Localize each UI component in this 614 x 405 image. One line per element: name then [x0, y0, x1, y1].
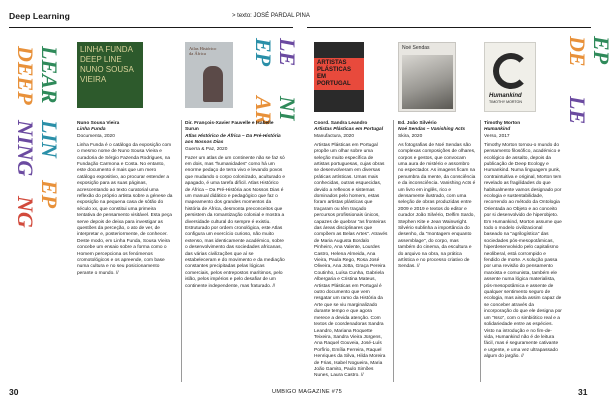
book-publisher: Documenta, 2020: [77, 133, 115, 139]
book-cover-artistas-plasticas: [314, 42, 364, 112]
book-title: Linha Funda: [77, 127, 106, 133]
cover-swirl: [493, 53, 529, 89]
deco-letters-left-6: EP: [37, 180, 62, 209]
cover-text-line3: EM: [317, 74, 326, 80]
cover-text-line2: da África: [189, 51, 206, 56]
book-title: Noé Sendas – Vanishing Acts: [398, 127, 466, 133]
review-body: Artistas Plásticas em Portugal propõe um olhar sobre uma seleção muito específica de artistas portuguesas, cujas obras se desenvolveram em diversas práticas artísticas. Umas mais conhecidas, outras esquecidas, devido a reflexos e sistemas dominados pelo homem, estas foram artistas plásticas que traçaram ou têm traçado percursos profissionais únicos, capazes de quebrar "as fronteiras das áreas disciplinares que compõem as Belas Artes". Através de Maria Augusta Bordalo Pinheiro, Ana Valente, Lourdes Castro, Helena Almeida, Ana Vieira, Paula Rego, Rosa José Oliveira, Ana Jotta, Graça Pereira Coutinho, Luísa Cunha, Gabriela Albergaria e Cristina Mateus, Artistas Plásticas em Portugal é outro documento que vem resgatar um ramo da História da Arte que se viu marginalizado durante tempo e que agora merece a devida atenção. Com textos de coordenadoras Sandra Leandro, Mariana Roquette Teixeira, Sandra Vieira Jürgens, Ana Raquel Gouveia, José-Luís Porfírio, Emília Ferreira, Raquel Henriques da Silva, Hilda Moreira de Frias, Isabel Nogueira, Maria João Gamito, Paulo Simões Nunes, Laura Castro. //: [314, 142, 388, 379]
review-body: As fotografias de Noé Sendas são complexas composições de olhares, corpos e gestos, que convocam uma aura de mistério e assombro no espectador. As imagens ficam na penumbra da mente, da consciência e da inconsciência. Vanishing Acts é um livro em inglês, rico e densamente ilustrado, com uma seleção de obras produzidas entre 2009 e 2019 e textos do editor e curador João Silvério, Delfim Sardo, Stephen Kite e Jean Wainwright. Silvério sublinha a importância do desenho, da "montagem enquanto assemblage", do corpo, mas também do cinema, da escultura e do arquivo na obra, na prática artística e no processo criativo de Sendas. //: [398, 142, 476, 270]
section-title: Deep Learning: [9, 11, 70, 21]
cover-text-line3: NUNO SOUSA: [80, 65, 134, 74]
book-title: Atlas Histórico de África – Da Pré-História aos Nossos Dias: [185, 133, 281, 146]
cover-text-line2: TIMOTHY MORTON: [489, 100, 522, 104]
book-author: Timothy Morton: [484, 121, 521, 126]
column-rule: [181, 120, 182, 382]
header-rule-right: [307, 27, 591, 28]
book-title: Artistas Plásticas em Portugal: [314, 127, 384, 133]
book-title: Humankind: [484, 127, 511, 133]
deco-letters-seam-3: AR: [251, 96, 276, 126]
cover-text-line1: Atlas Histórico: [189, 46, 217, 51]
deco-letters-left-1: DEEP: [13, 46, 38, 105]
book-author: Coord. Sandra Leandro: [314, 121, 368, 126]
review-column-humankind: [484, 121, 562, 361]
page-number-left: 30: [9, 387, 19, 397]
book-author: Dir. François-Xavier Fauvelle e Isabelle Surun: [185, 121, 274, 133]
cover-text-line4: VIEIRA: [80, 75, 107, 84]
cover-text-line2: DEEP LINE: [80, 55, 122, 64]
deco-letters-right-2: EP: [589, 36, 614, 65]
magazine-name: UMBIGO MAGAZINE #75: [272, 389, 343, 395]
review-body: Timothy Morton tornou-o mundo do pensamento filosófico, académico e ecológico de assalto, depois da publicação de Deep Ecology e Humankind. Numa linguagem punk, contraintuitiva e original, Morton tem revelado as fragilidades do que habitualmente vamos designado por ecologia e sustentabilidade, recorrendo ao método da Ontologia Orientada ao Objeto e ao conceito por si desenvolvido de hiperobjeto. Em Humankind, Morton assume que todo o modelo civilizacional baseado na "agrilogística" das sociedades pós-mesopotâmicas, hiperdesenvolvido pelo capitalismo neoliberal, está corrompido e fendido de morte. A solução passa por uma revisão do pensamento marxista e comunista, também ele assente numa lógica materialista, pós-mesopotâmica e assente de qualquer sentimento seguro de ecologia, mas ainda assim capaz de se conceber através da incorporação do que ele designa por um "Isso", com o simbiótico real e a solidariedade entre as espécies. Visto na introdução e no fim-de-vida, Humankind não é de leitura fácil, mas é seguramente cativante e urgente, e uma vez ultrapassado algum do jargão. //: [484, 142, 562, 360]
review-column-artistas-plasticas: [314, 121, 388, 380]
book-cover-linha-funda: [77, 42, 143, 108]
cover-text-line1: ARTISTAS: [317, 60, 347, 66]
book-publisher: Skira, 2020: [398, 133, 423, 139]
deco-letters-seam-1: EP: [251, 38, 276, 67]
cover-text-line1: Humankind: [489, 93, 522, 99]
author-credit: > texto: JOSÉ PARDAL PINA: [232, 13, 310, 19]
cover-text-line1: Noé Sendas: [402, 45, 430, 51]
cover-photo: [402, 55, 453, 109]
deco-letters-left-4: LIN: [37, 120, 62, 158]
book-publisher: Manufactura, 2020: [314, 133, 355, 139]
book-author: Ed. João Silvério: [398, 121, 437, 126]
cover-text-line2: PLÁSTICAS: [317, 67, 352, 73]
deco-letters-right-3: LE: [565, 96, 590, 125]
deco-letters-left-3: NING: [13, 120, 38, 177]
review-column-noe-sendas: [398, 121, 476, 271]
review-column-linha-funda: [77, 121, 175, 277]
cover-text-line1: LINHA FUNDA: [80, 45, 133, 54]
book-cover-atlas-africa: [185, 42, 233, 108]
book-cover-noe-sendas: [398, 42, 456, 112]
deco-letters-seam-4: NI: [275, 96, 300, 121]
column-rule: [393, 120, 394, 382]
deco-letters-left-5: NG: [13, 196, 38, 228]
cover-figure: [203, 66, 223, 102]
review-body: Fazer um atlas de um continente não se faz só em dois, mas "humanidades" como há um enorme pedaço de terra vivo e levando povos que mudando o corpo colonizado, aculturado e apagado, é uma tarefa difícil. Atlas Histórico de África – Da Pré-História aos Nossos Dias é um manual didático e pedagógico que faz o mapeamento dos grandes momentos da história de África, desmonta preconceitos que persistem da romantização colonial e mostra a diversidade cultural do sempre é existiu. Estruturado por ordem cronológica, este Atlas configura um exercício curioso, não muito extenso, mas identicamente académico, sobre o desenvolvimento das sociedades africanas, das várias civilizações que aí se estabeleceram e do movimento e da mediação constantes precipitadas pelas lógicas comerciais, pelos entrepostos marítimos, pelo islão, pelos impérios e pelo desafiar de um continente independente, mas fraturado. //: [185, 155, 286, 289]
deco-letters-right-1: DE: [565, 36, 590, 67]
cover-text-line4: PORTUGAL: [317, 81, 351, 87]
column-rule: [480, 120, 481, 382]
review-body: Linha Funda é o catálogo da exposição com o mesmo nome de Nuno Sousa Vieira e curadoria de Sérgio Fazenda Rodrigues, na Fundação Carmona e Costa. No entanto, este documento é mais que um mero catálogo expositivo, ao procurar estender a exposição para as suas páginas, acrescentando ao texto curatorial uma reflexão do próprio artista sobre a génese da exposição na pequena casa de sótão do século xx, que constitui uma primeira tentativa de pensamento visitável. Esta peça serve depois de deixa para investigar as questões da perceção, o ato de ver, de interpretar e, posteriormente, de conhecer. Deste modo, em Linha Funda, Sousa Vieira concebe um ensaio sobre a forma como o Homem percepciona os fenómenos cromotológicos e os apreende, com base numa cultura e no seu posicionamento perante o mundo. //: [77, 142, 173, 276]
page-number-right: 31: [578, 387, 588, 397]
deco-letters-seam-2: LE: [275, 38, 300, 67]
book-publisher: Guerra & Paz, 2020: [185, 146, 228, 152]
book-author: Nuno Sousa Vieira: [77, 121, 120, 126]
review-column-atlas-africa: [185, 121, 285, 290]
book-publisher: Verso, 2017: [484, 133, 510, 139]
book-cover-humankind: [484, 42, 536, 112]
header-rule-left: [9, 27, 293, 28]
deco-letters-left-2: LEAR: [37, 46, 62, 104]
